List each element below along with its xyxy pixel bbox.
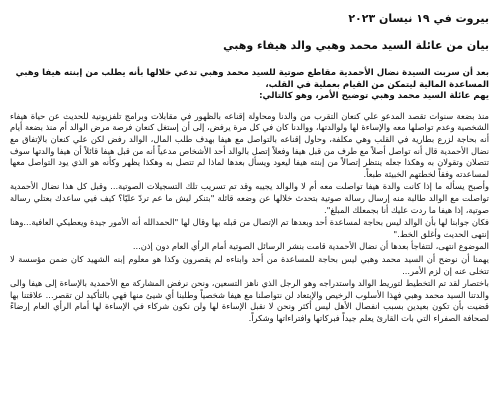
intro-line: يهم عائلة السيد محمد وهبي توضيح الأمر، وهو كالتالي: — [259, 91, 489, 102]
body-paragraph: منذ بضعة سنوات تقصد المدعو علي كنعان التقرب من والدنا ومحاولة إقناعه بالظهور في مقابلات وبرامج تلفزيونية للحديث عن حياة هيفاء الشخصية وعدم تواصلها معه والإساءة لها ولوالدتها، ووالدنا كان في كل مرة يرفض، إلى أن إستغل كنعان فرصة مرض الوالد أم منذ بضعة أيام أنه بحاجة لزرع بطارية في القلب وهي مكلفة، وحاول إقناعه بالتواصل مع هيفا بهدف طلب المال، الوالد رفض لكن علي كنعان بالإتفاق مع نضال الأحمدية قال أنه تواصل أصلاً مع طرف من قبل هيفا وفعلاً إتصل بالوالد أحد الأشخاص مدعياً أنه من قبل هيفا قائلاً أن هيفا والدتها سوف تتصلان وتقولان به وهكذا جعله ينتظر إتصالاً من إبنته هيفا ليعود ويسأل بعدها لماذا لم تتصل به وهكذا يظهر وكأنه هو الذي يود التواصل معها لمساعدته وفقاً لخطتهم الخبيثة طبعاً. — [10, 110, 489, 179]
document-body — [10, 111, 489, 325]
document-title: بيان من عائلة السيد محمد وهبي والد هيفاء وهبي — [223, 39, 489, 52]
body-paragraph: فكان جوابنا لها بأن الوالد ليس بحاجة لمساعدة أحد وبعدها تم الإتصال من قبله بها وقال لها "الحمدالله أنه الأمور جيدة ويعطيكي العافية...وهنا إنتهى الحديث وأغلق الخط." — [10, 217, 489, 239]
document-date: بيروت في ١٩ نيسان ٢٠٢٣ — [348, 12, 489, 25]
body-paragraph: يهمنا أن نوضح أن السيد محمد وهبي ليس بحاجة للمساعدة من أحد وابناءه لم يقصرون وكذا هو معلوم إبنه الشهيد كان ضمن مؤسسة لا تتخلى عنه إن لزم الأمر... — [10, 253, 489, 276]
intro-line: المساعدة المالية ليتمكن من القيام بعملية في القلب، — [265, 79, 489, 90]
body-paragraph: باختصار لقد تم التخطيط لتوريط الوالد واستدراجه وهو الرجل الذي ناهز التسعين، ونحن نرفض المشاركة مع الأحمدية بالإساءة إلى هيفا والى والدتنا السيد محمد وهبي فهذا الأسلوب الرخيص والإبتعاد لن نتواصلنا مع هيفا شخصياً وطلبنا أي شيئ منها فهي بالتأكيد لن تقصر... علاقتنا بها قضيت بأن تكون بعيدين بسبب انفصال الأهل ليس أكثر ونحن لا نقبل الإساءة لها ولن نكون شركاء في الإساءة لها أمام الرأي العام إرضاءً لصحافة الصفراء التي بات القارئ يعلم جيداً فبركاتها وافتراءاتها وشكراً. — [10, 278, 489, 323]
body-paragraph: الموضوع انتهى، لتتفاجأ بعدها أن نضال الأحمدية قامت بنشر الرسائل الصوتية أمام الرأي العام دون إذن... — [132, 241, 489, 252]
intro-line: بعد أن سربت السيدة نضال الأحمدية مقاطع صوتية للسيد محمد وهبي تدعي خلالها بأنه يطلب من إبنته هيفا وهبي — [15, 68, 489, 78]
body-paragraph: وأصبح يسأله ما إذا كانت والدة هيفا تواصلت معه أم لا والوالد يجيبه وقد تم تسريب تلك التسجيلات الصوتية... وقبل كل هذا نضال الأحمدية تواصلت مع الوالد طالبة منه إرسال رسالة صوتية بتحدث خلالها عن وضعه قائلة "بتنكر ليش ما عم تردّ عليّا؟ كيف فيي ساعدك بعتلي رسالة صوتية، إذا هيفا ما ردت عليك أنا بجمعلك المبلغ". — [10, 181, 489, 215]
document-intro — [10, 68, 489, 103]
